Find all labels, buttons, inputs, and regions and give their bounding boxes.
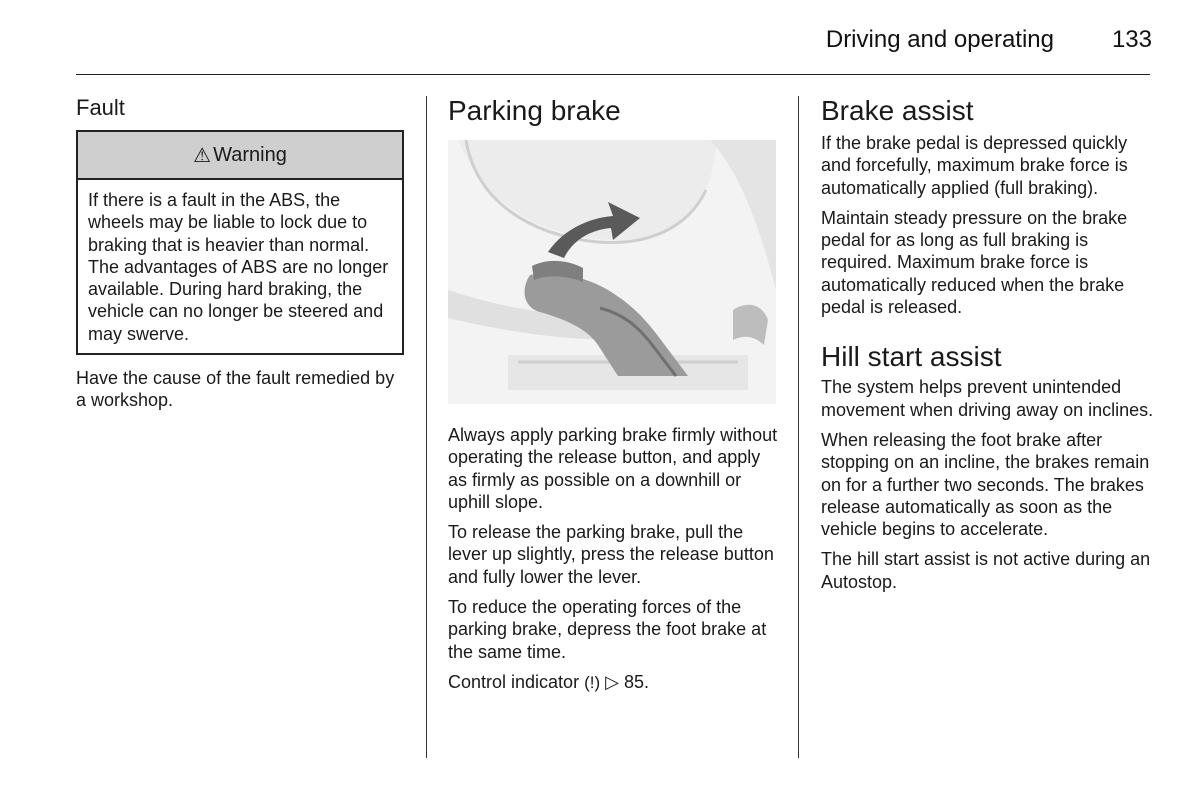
brake-indicator-icon: (!) <box>584 672 601 692</box>
parking-brake-lever-illustration <box>448 140 776 404</box>
hill-start-paragraph-2: When releasing the foot brake after stopping on an incline, the brakes remain on for a further two seconds. The brakes release automatically as soon as the vehicle begins to accelerate. <box>821 429 1150 540</box>
warning-text: If there is a fault in the ABS, the wheels may be liable to lock due to braking that is heavier than normal. The advantages of ABS are no longer available. During hard braking, the vehicle can no longer be steered and may swerve. <box>88 190 389 344</box>
parking-brake-paragraph-2: To release the parking brake, pull the lever up slightly, press the release button and fully lower the lever. <box>448 522 774 587</box>
hill-start-paragraph-1: The system helps prevent unintended movement when driving away on inclines. <box>821 377 1154 420</box>
brake-assist-heading: Brake assist <box>821 95 974 126</box>
fault-heading: Fault <box>76 95 125 120</box>
hill-start-assist-heading: Hill start assist <box>821 341 1002 373</box>
warning-box <box>76 130 404 355</box>
brake-assist-paragraph-2: Maintain steady pressure on the brake pedal for as long as full braking is required. Maximum brake force is automatically reduced when the brake pedal is released. <box>821 207 1128 318</box>
brake-assist-paragraph-1: If the brake pedal is depressed quickly and forcefully, maximum brake force is automatically applied (full braking). <box>821 133 1128 198</box>
control-indicator-prefix: Control indicator <box>448 671 580 692</box>
section-title: Driving and operating <box>825 26 1054 53</box>
column-divider-1 <box>426 96 427 758</box>
fault-remedy-text: Have the cause of the fault remedied by a workshop. <box>76 368 395 411</box>
fault-column <box>76 94 406 420</box>
warning-triangle-icon: ⚠ <box>193 144 212 167</box>
parking-brake-paragraph-1: Always apply parking brake firmly without operating the release button, and apply as firmly as possible on a downhill or uphill slope. <box>448 425 778 512</box>
warning-body <box>78 180 402 353</box>
page-number: 133 <box>1111 26 1152 53</box>
parking-brake-column <box>448 94 780 702</box>
control-indicator-page-link[interactable]: 85. <box>624 671 650 692</box>
warning-title: Warning <box>213 143 287 166</box>
parking-brake-illustration-svg <box>448 140 776 404</box>
parking-brake-heading: Parking brake <box>448 95 621 126</box>
hill-start-paragraph-3: The hill start assist is not active during an Autostop. <box>821 549 1151 592</box>
column-divider-2 <box>798 96 799 758</box>
assist-column <box>821 94 1156 601</box>
header-divider <box>76 74 1150 75</box>
parking-brake-paragraph-3: To reduce the operating forces of the parking brake, depress the foot brake at the same time. <box>448 597 767 662</box>
warning-header <box>78 132 402 180</box>
page-reference-arrow-icon: ▷ <box>605 671 619 692</box>
control-indicator-line <box>448 671 780 694</box>
